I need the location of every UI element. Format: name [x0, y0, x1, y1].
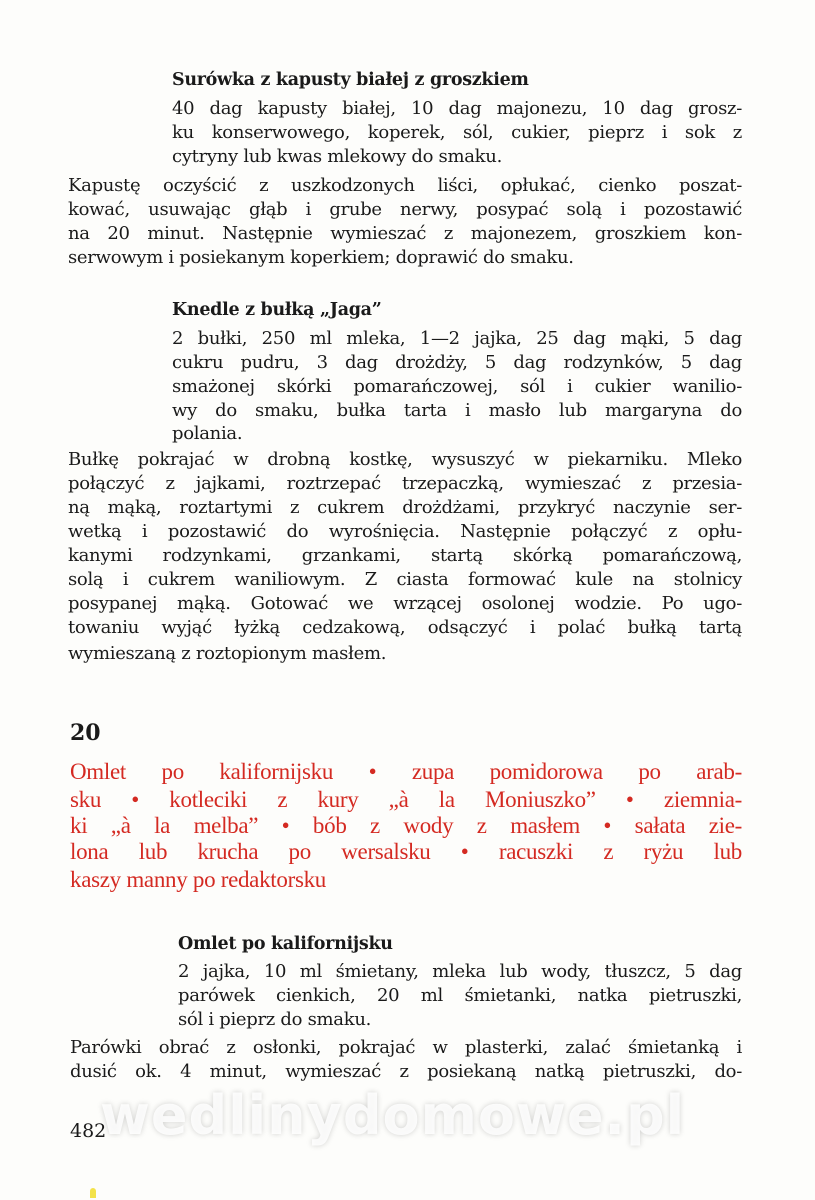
- menu-line: lona lub krucha po wersalsku • racuszki z ryżu lub: [70, 839, 742, 864]
- ingredient-line: 2 jajka, 10 ml śmietany, mleka lub wody, tłuszcz, 5 dag: [178, 961, 742, 982]
- ingredient-line: 2 bułki, 250 ml mleka, 1—2 jajka, 25 dag mąki, 5 dag: [172, 328, 742, 349]
- method-line: ną mąką, roztartymi z cukrem drożdżami, przykryć naczynie ser-: [68, 497, 742, 518]
- method-line: dusić ok. 4 minut, wymieszać z posiekaną natką pietruszki, do-: [70, 1061, 742, 1082]
- method-line: posypanej mąką. Gotować we wrzącej osolonej wodzie. Po ugo-: [68, 593, 742, 614]
- recipe-title: Knedle z bułką „Jaga”: [172, 300, 382, 320]
- method-line: kować, usuwając głąb i grube nerwy, posypać solą i pozostawić: [68, 199, 742, 220]
- ingredient-line: parówek cienkich, 20 ml śmietanki, natka pietruszki,: [178, 985, 742, 1006]
- menu-line: sku • kotleciki z kury „à la Moniuszko” • ziemnia-: [70, 787, 742, 812]
- menu-line: Omlet po kalifornijsku • zupa pomidorowa po arab-: [70, 759, 742, 784]
- method-line: Kapustę oczyścić z uszkodzonych liści, opłukać, cienko poszat-: [68, 175, 742, 196]
- yellow-mark: [90, 1188, 96, 1198]
- ingredient-line: cytryny lub kwas mlekowy do smaku.: [172, 146, 502, 167]
- method-line: Bułkę pokrajać w drobną kostkę, wysuszyć w piekarniku. Mleko: [68, 449, 742, 470]
- chapter-number: 20: [70, 720, 101, 746]
- watermark: wedlinydomowe.pl: [100, 1084, 686, 1147]
- ingredient-line: polania.: [172, 423, 243, 444]
- ingredient-line: smażonej skórki pomarańczowej, sól i cukier wanilio-: [172, 376, 742, 397]
- menu-line: kaszy manny po redaktorsku: [70, 867, 326, 892]
- method-line: połączyć z jajkami, roztrzepać trzepaczką, wymieszać z przesia-: [68, 473, 742, 494]
- ingredient-line: cukru pudru, 3 dag drożdży, 5 dag rodzynków, 5 dag: [172, 352, 742, 373]
- method-line: wetką i pozostawić do wyrośnięcia. Następnie połączyć z opłu-: [68, 521, 742, 542]
- method-line: serwowym i posiekanym koperkiem; doprawić do smaku.: [68, 247, 574, 268]
- ingredient-line: ku konserwowego, koperek, sól, cukier, pieprz i sok z: [172, 122, 742, 143]
- recipe-title: Omlet po kalifornijsku: [178, 934, 393, 954]
- ingredient-line: sól i pieprz do smaku.: [178, 1009, 372, 1030]
- page-number: 482: [70, 1120, 107, 1142]
- ingredient-line: 40 dag kapusty białej, 10 dag majonezu, 10 dag grosz-: [172, 98, 742, 119]
- ingredient-line: wy do smaku, bułka tarta i masło lub margaryna do: [172, 400, 742, 421]
- menu-line: ki „à la melba” • bób z wody z masłem • sałata zie-: [70, 813, 742, 838]
- method-line: solą i cukrem waniliowym. Z ciasta formować kule na stolnicy: [68, 569, 742, 590]
- method-line: kanymi rodzynkami, grzankami, startą skórką pomarańczową,: [68, 545, 742, 566]
- method-line: towaniu wyjąć łyżką cedzakową, odsączyć i polać bułką tartą: [68, 617, 742, 638]
- method-line: Parówki obrać z osłonki, pokrajać w plasterki, zalać śmietanką i: [70, 1037, 742, 1058]
- recipe-title: Surówka z kapusty białej z groszkiem: [172, 70, 529, 90]
- method-line: na 20 minut. Następnie wymieszać z majonezem, groszkiem kon-: [68, 223, 742, 244]
- method-line: wymieszaną z roztopionym masłem.: [68, 643, 387, 664]
